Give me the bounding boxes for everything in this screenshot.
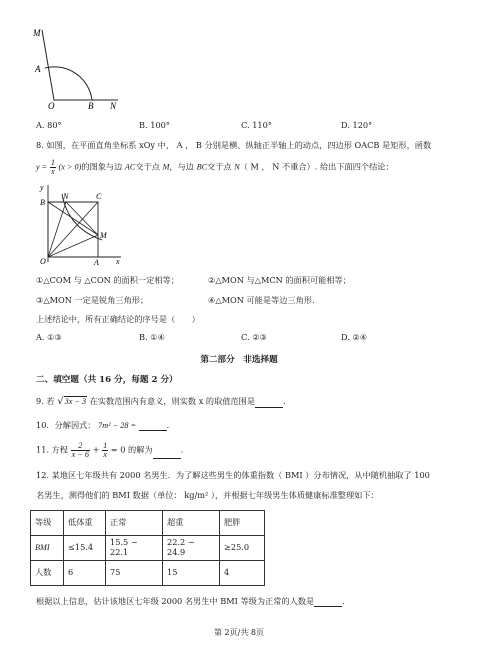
q10-expression: 7m² − 28 = [98, 421, 136, 430]
label-n: N [110, 101, 117, 110]
label-n: N [63, 192, 69, 201]
table-header-row [31, 511, 265, 536]
q11-answer-blank[interactable] [153, 450, 181, 459]
func-y: y = [36, 162, 48, 172]
q8-option-a: A. ①③ [36, 332, 62, 342]
q8-stem-line1: 8. 如图，在平面直角坐标系 xOy 中， A ， B 分别是横、纵轴正半轴上的动点，四边形 OACB 是矩形，函数 [36, 140, 432, 150]
label-y: y [40, 183, 44, 192]
table-row [31, 561, 265, 586]
q11: 11. 方程 $\frac{2}{x - 6}$ + $\frac{1}{x}$ = 0 的解为 . [36, 441, 184, 460]
table-cell: 6 [64, 561, 106, 586]
q10: 10．分解因式： 7m² − 28 = . [36, 420, 170, 430]
segment-oc [48, 202, 98, 257]
q8-option-b: B. ①④ [139, 332, 165, 342]
q8-conclusion-3: ③△MON 一定是锐角三角形； [36, 295, 149, 305]
table-cell: 等级 [31, 511, 64, 536]
rectangle-hyperbola-figure [36, 180, 126, 265]
q7-option-b: B. 100° [139, 120, 170, 130]
label-m: M [100, 231, 107, 240]
label-a: A [35, 64, 41, 74]
table-cell: 低体重 [64, 511, 106, 536]
table-cell: ≤15.4 [64, 536, 106, 561]
label-x: x [116, 257, 120, 265]
q8-conclusion-4: ④△MON 可能是等边三角形. [208, 295, 315, 305]
table-cell: 肥胖 [220, 511, 265, 536]
label-a: A [94, 258, 99, 265]
q11-fraction-1: $\frac{2}{x - 6}$ [71, 441, 89, 460]
func-fraction: $\frac{1}{x}$ [50, 158, 55, 177]
q8-conclusion-2: ②△MON 与△MCN 的面积可能相等； [208, 275, 351, 285]
q7-option-a: A. 80° [36, 120, 62, 130]
q8-option-d: D. ②④ [341, 332, 368, 342]
q9-answer-blank[interactable] [255, 399, 283, 408]
label-c: C [96, 192, 102, 201]
ray-om [42, 30, 54, 100]
label-o: O [48, 101, 55, 110]
q12-conclusion: 根据以上信息，估计该地区七年级 2000 名男生中 BMI 等级为正常的人数是 . [36, 596, 345, 606]
label-o: O [40, 257, 46, 265]
q8-conclusion-1: ①△COM 与 △CON 的面积一定相等； [36, 275, 179, 285]
table-row [31, 536, 265, 561]
table-cell: BMI [31, 536, 64, 561]
label-b: B [88, 101, 94, 110]
q9: 9. 若 √3x − 3 在实数范围内有意义，则实数 x 的取值范围是 . [36, 396, 286, 407]
label-b: B [40, 198, 45, 207]
bmi-table [30, 510, 265, 586]
table-cell: ≥25.0 [220, 536, 265, 561]
table-cell: 15.5 ~ 22.1 [106, 536, 163, 561]
q7-option-d: D. 120° [341, 120, 373, 130]
q12-line1: 12. 某地区七年级共有 2000 名男生．为了解这些男生的体重指数（ BMI ）分布情况，从中随机抽取了 100 [36, 470, 430, 480]
table-cell: 人数 [31, 561, 64, 586]
section2-title: 二、填空题（共 16 分，每题 2 分） [36, 375, 178, 385]
table-cell: 4 [220, 561, 265, 586]
segment-om [48, 235, 98, 257]
q8-stem-line2: y = $\frac{1}{x}$ (x > 0)的图象与边 AC交于点 M，与边 BC交于点 N（ M ， N 不重合）. 给出下面四个结论： [36, 158, 394, 177]
sqrt-sign: √ [57, 396, 64, 407]
arc-ab [45, 67, 92, 100]
table-cell: 15 [163, 561, 220, 586]
table-cell: 超重 [163, 511, 220, 536]
q10-answer-blank[interactable] [139, 422, 167, 431]
q11-fraction-2: $\frac{1}{x}$ [103, 441, 108, 460]
table-cell: 正常 [106, 511, 163, 536]
angle-figure [30, 28, 130, 110]
page-footer: 第 2页/共 8页 [214, 628, 264, 637]
q12-line2: 名男生，测得他们的 BMI 数据（单位： kg/m² ），并根据七年级男生体质健康标准整理如下： [36, 490, 379, 500]
q8-prompt: 上述结论中，所有正确结论的序号是（ ） [36, 314, 200, 324]
q8-option-c: C. ②③ [241, 332, 267, 342]
part2-title: 第二部分 非选择题 [200, 355, 278, 365]
q7-option-c: C. 110° [241, 120, 272, 130]
label-m: M [33, 28, 41, 38]
q12-answer-blank[interactable] [314, 598, 342, 607]
segment-on [48, 202, 66, 257]
table-cell: 22.2 ~ 24.9 [163, 536, 220, 561]
q9-radicand: 3x − 3 [64, 397, 87, 406]
table-cell: 75 [106, 561, 163, 586]
